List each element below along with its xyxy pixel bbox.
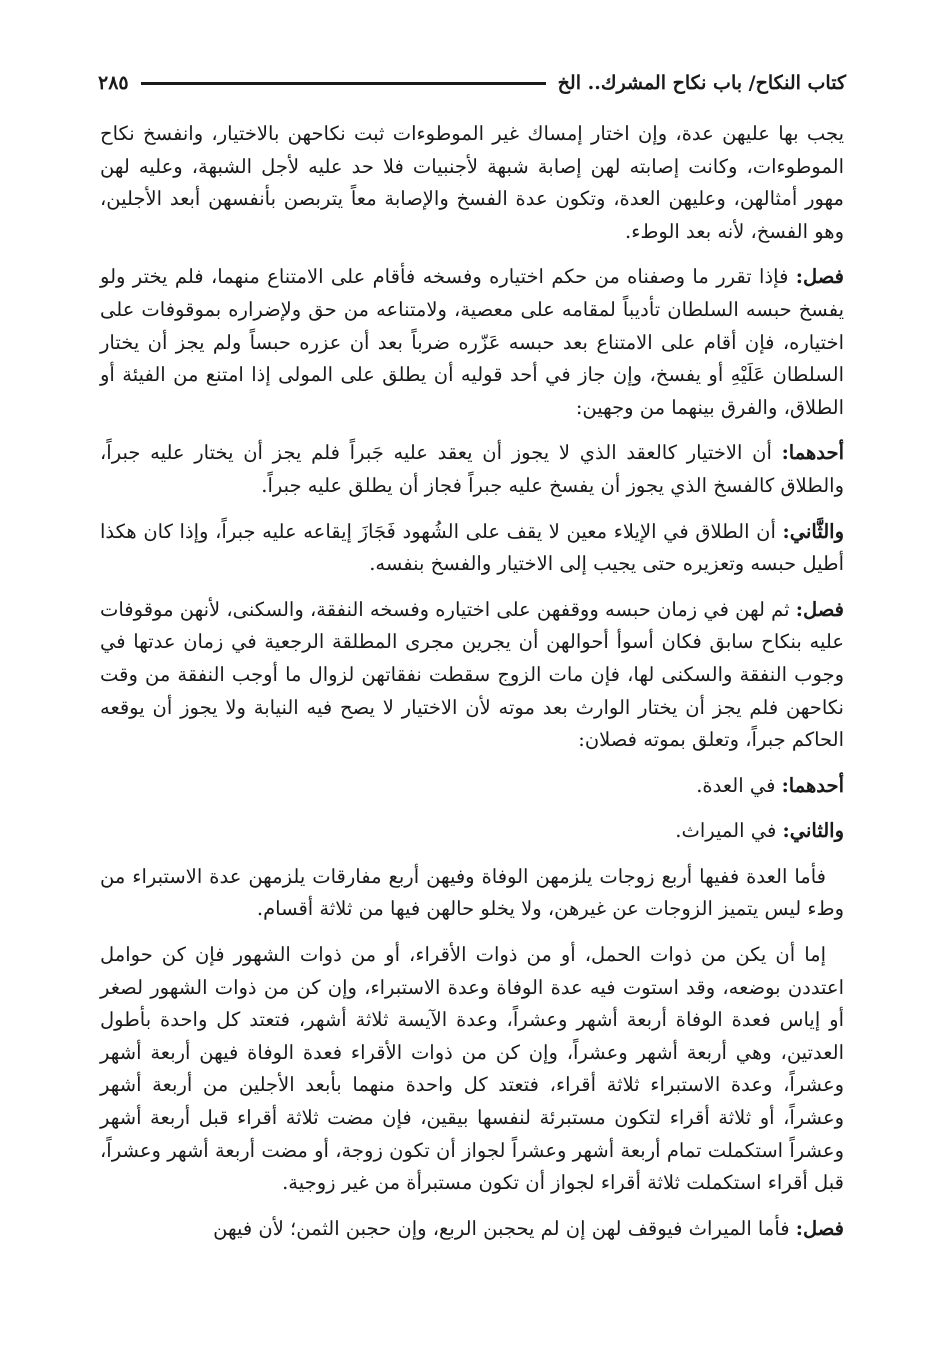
point-label: والثاني: bbox=[782, 819, 844, 843]
paragraph bbox=[100, 437, 844, 502]
paragraph-text: أن الاختيار كالعقد الذي لا يجوز أن يعقد عليه جَبراً فلم يجز أن يختار عليه جبراً، والطلاق كالفسخ الذي يجوز أن يفسخ عليه جبراً فجاز أن يطلق عليه جبراً. bbox=[100, 441, 844, 497]
header-rule bbox=[141, 82, 546, 85]
paragraph-text: في العدة. bbox=[696, 773, 782, 797]
page-body bbox=[100, 118, 844, 1258]
paragraph: إما أن يكن من ذوات الحمل، أو من ذوات الأقراء، أو من ذوات الشهور فإن كن حوامل اعتددن بوضعه، وقد استوت فيه عدة الوفاة وعدة الاستبراء، وإن كن من ذوات الشهور لصغر أو إياس فعدة الوفاة أربعة أشهر وعشراً، وعدة الآيسة ثلاثة أشهر، فتعتد كل واحدة بأطول العدتين، وهي أربعة أشهر وعشراً، وإن كن من ذوات الأقراء فعدة الوفاة فيهن أربعة أشهر وعشراً، وعدة الاستبراء ثلاثة أقراء، فتعتد كل واحدة منهما بأبعد الأجلين من أربعة أشهر وعشراً، أو ثلاثة أقراء لتكون مستبرئة لنفسها بيقين، فإن مضت ثلاثة أقراء قبل أربعة أشهر وعشراً استكملت تمام أربعة أشهر وعشراً لجواز أن تكون زوجة، أو مضت أربعة أشهر وعشراً، قبل أقراء استكملت ثلاثة أقراء لجواز أن تكون مستبرأة من غير زوجية. bbox=[100, 943, 844, 1195]
paragraph-text: فأما الميراث فيوقف لهن إن لم يحجبن الربع، وإن حجبن الثمن؛ لأن فيهن bbox=[213, 1216, 796, 1240]
paragraph-text: في الميراث. bbox=[675, 819, 783, 843]
paragraph-text: ثم لهن في زمان حبسه ووقفهن على اختياره وفسخه النفقة، والسكنى، لأنهن موقوفات عليه بنكاح سابق فكان أسوأ أحوالهن أن يجرين مجرى المطلقة الرجعية في زمان عدتها في وجوب النفقة والسكنى لها، فإن مات الزوج سقطت نفقاتهن لزوال ما أوجب النفقة من وقت نكاحهن فلم يجز أن يختار الوارث بعد موته لأن الاختيار لا يصح فيه النيابة ولا يجوز أن يوقعه الحاكم جبراً، وتعلق بموته فصلان: bbox=[100, 597, 844, 752]
paragraph-text: أن الطلاق في الإيلاء معين لا يقف على الشُهود فَجَازَ إيقاعه عليه جبراً، وإذا كان هكذا أطيل حبسه وتعزيره حتى يجيب إلى الاختيار والفسخ بنفسه. bbox=[100, 519, 844, 576]
section-label: فصل: bbox=[795, 597, 844, 621]
point-label: والثَّاني: bbox=[782, 519, 844, 543]
list-item bbox=[100, 815, 844, 848]
paragraph bbox=[100, 261, 844, 424]
section-label: فصل: bbox=[795, 1216, 844, 1240]
point-label: أحدهما: bbox=[781, 441, 844, 465]
running-header bbox=[98, 72, 846, 94]
paragraph: يجب بها عليهن عدة، وإن اختار إمساك غير الموطوءات ثبت نكاحهن بالاختيار، وانفسخ نكاح الموطوءات، وكانت إصابته لهن إصابة شبهة لأجنبيات فلا حد عليه لأجل الشبهة، وعليه لهن مهور أمثالهن، وعليهن العدة، وتكون عدة الفسخ والإصابة معاً يتربصن بأنفسهن أبعد الأجلين، وهو الفسخ، لأنه بعد الوطء. bbox=[100, 122, 844, 243]
list-item bbox=[100, 770, 844, 803]
point-label: أحدهما: bbox=[781, 773, 844, 797]
paragraph bbox=[100, 1213, 844, 1246]
paragraph: فأما العدة ففيها أربع زوجات يلزمهن الوفاة وفيهن أربع مفارقات يلزمهن عدة الاستبراء من وطء ليس يتميز الزوجات عن غيرهن، ولا يخلو حالهن فيها من ثلاثة أقسام. bbox=[100, 864, 844, 921]
header-title: كتاب النكاح/ باب نكاح المشرك.. الخ bbox=[557, 72, 846, 94]
paragraph-text: فإذا تقرر ما وصفناه من حكم اختياره وفسخه فأقام على الامتناع منهما، فلم يختر ولو يفسخ حبسه السلطان تأديباً لمقامه على معصية، ولامتناعه من حق ولإضراره بموقوفات على اختياره، فإن أقام على الامتناع بعد حبسه عَزّره ضرباً بعد أن عزره حبساً ولم يجز أن يختار السلطان عَلَيْهِ أو يفسخ، وإن جاز في أحد قوليه أن يطلق على المولى إذا امتنع من الفيئة أو الطلاق، والفرق بينهما من وجهين: bbox=[100, 265, 844, 419]
paragraph bbox=[100, 594, 844, 757]
section-label: فصل: bbox=[795, 265, 844, 289]
page-number: ٢٨٥ bbox=[98, 72, 129, 94]
paragraph bbox=[100, 516, 844, 581]
